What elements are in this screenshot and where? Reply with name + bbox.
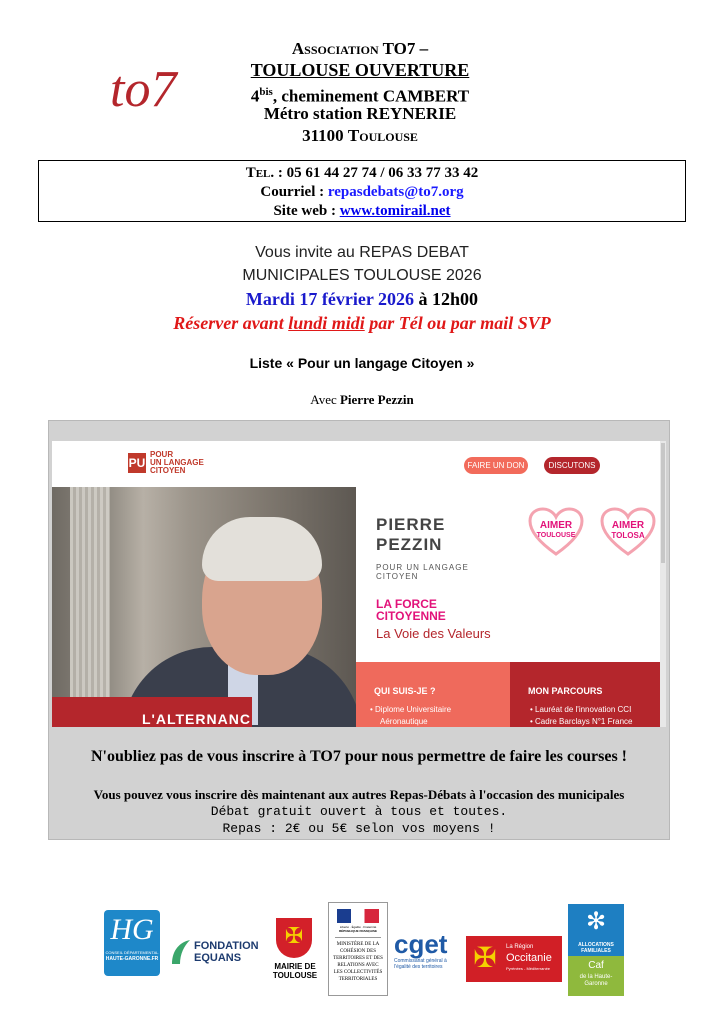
force-slogan: LA FORCE CITOYENNE (376, 597, 446, 623)
flag-icon (337, 909, 379, 923)
cget-logo: cget Commissariat général à l'égalité des territoires (394, 929, 448, 970)
association-name: TOULOUSE OUVERTURE (250, 60, 470, 80)
alternance-banner: L'ALTERNANC (52, 697, 252, 727)
voie-slogan: La Voie des Valeurs (376, 626, 491, 641)
invite-line-2: MUNICIPALES TOULOUSE 2026 (242, 267, 482, 284)
list-name: Liste « Pour un langage Citoyen » (249, 355, 475, 371)
association-title: Association TO7 – (291, 39, 429, 58)
website-screenshot (52, 441, 666, 727)
occitanie-logo: ✠ La Région Occitanie Pyrénées - Méditerranée (466, 936, 562, 982)
donate-button[interactable]: FAIRE UN DON (464, 457, 528, 474)
aimer-toulouse-logo: AIMER TOULOUSE (536, 520, 576, 539)
website-link[interactable]: www.tomirail.net (339, 203, 451, 219)
scrollbar-thumb[interactable] (661, 443, 665, 563)
guest-line: Avec Pierre Pezzin (310, 392, 414, 407)
ministere-logo: Liberté · Égalité · Fraternité RÉPUBLIQUE FRANÇAISE MINISTÈRE DE LA COHÉSION DES TERRITOIRES ET DES RELATIONS AVEC LES COLLECTIVITÉS TERRITORIALES (328, 902, 388, 996)
to7-logo (106, 54, 186, 118)
invite-date: Mardi 17 février 2026 à 12h00 (245, 289, 479, 309)
occitan-cross-icon: ✠ (473, 943, 497, 974)
contact-tel: Tel. : 05 61 44 27 74 / 06 33 77 33 42 (245, 165, 479, 181)
cross-icon: ✠ (276, 918, 312, 958)
mon-parcours-panel: MON PARCOURS • Lauréat de l'innovation CCI • Cadre Barclays N°1 France (510, 662, 660, 727)
meal-price-note: Repas : 2€ ou 5€ selon vos moyens ! (222, 821, 496, 836)
address-street: $4^{bis}$, cheminement CAMBERT (250, 86, 470, 106)
email-link[interactable]: repasdebats@to7.org (327, 184, 464, 200)
haute-garonne-logo: HG CONSEIL DÉPARTEMENTAL HAUTE-GARONNE.FR (104, 910, 160, 976)
fondation-equans-logo: FONDATION EQUANS (170, 938, 264, 968)
snowflake-icon: ✻ (585, 909, 607, 935)
mairie-toulouse-logo: ✠ MAIRIE DE TOULOUSE (270, 918, 320, 988)
list-item: • Cadre Barclays N°1 France (530, 717, 633, 726)
list-item: • Diplome Universitaire (370, 705, 452, 714)
address-metro: Métro station REYNERIE (263, 104, 457, 123)
caf-logo: ✻ ALLOCATIONS FAMILIALES Caf de la Haute-Garonne (568, 904, 624, 996)
reserve-notice: Réserver avant lundi midi par Tél ou par mail SVP (173, 313, 551, 333)
candidate-name: PIERRE PEZZIN (376, 515, 446, 554)
list-item: Aéronautique (380, 717, 428, 726)
contact-web: Site web : www.tomirail.net (273, 203, 451, 219)
pu-brand: POUR UN LANGAGE CITOYEN (150, 450, 204, 475)
address-city: 31100 Toulouse (302, 126, 418, 145)
candidate-subtitle: POUR UN LANGAGE CITOYEN (376, 563, 469, 581)
aimer-tolosa-logo: AIMER TOLOSA (611, 520, 645, 540)
free-debate-note: Débat gratuit ouvert à tous et toutes. (210, 804, 508, 819)
to7-logo-text: to7 (110, 61, 177, 118)
register-reminder: N'oubliez pas de vous inscrire à TO7 pour nous permettre de faire les courses ! (91, 748, 627, 765)
pu-logo: PU (128, 453, 146, 473)
invite-line-1: Vous invite au REPAS DEBAT (255, 244, 469, 261)
qui-suis-je-panel: QUI SUIS-JE ? • Diplome Universitaire Aéronautique (356, 662, 510, 727)
contact-box (38, 160, 686, 222)
list-item: • Lauréat de l'innovation CCI (530, 705, 632, 714)
register-other-debates: Vous pouvez vous inscrire dès maintenant aux autres Repas-Débats à l'occasion des municipales (93, 787, 625, 802)
discutons-button[interactable]: DISCUTONS (544, 457, 600, 474)
candidate-photo (52, 487, 356, 727)
leaf-icon (170, 938, 192, 966)
contact-email: Courriel : repasdebats@to7.org (260, 184, 464, 200)
